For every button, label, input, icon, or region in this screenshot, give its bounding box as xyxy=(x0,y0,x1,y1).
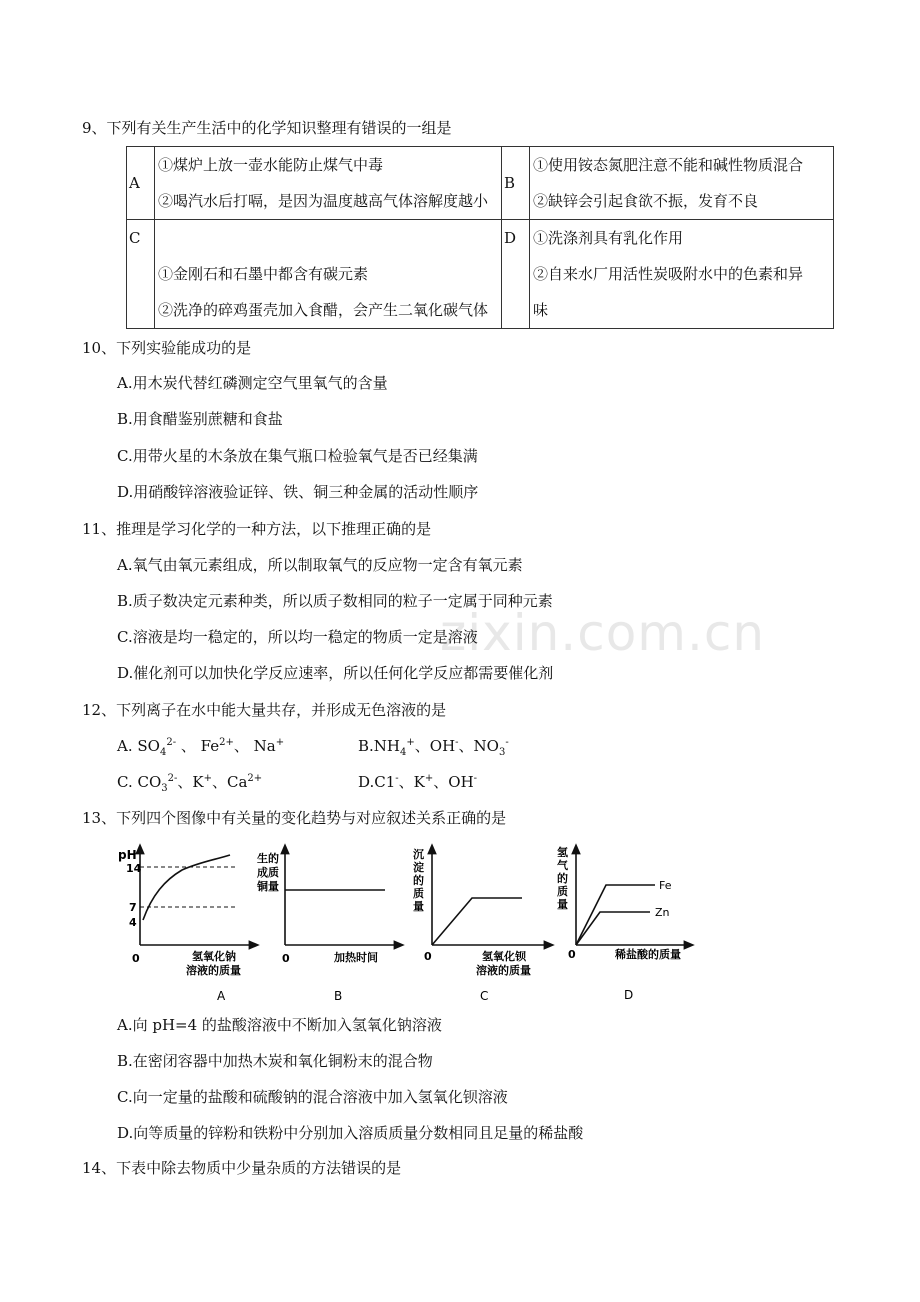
svg-text:沉: 沉 xyxy=(413,848,424,861)
graph-a-curve xyxy=(143,855,230,920)
graph-b xyxy=(256,848,400,1003)
graph-d-fe-line xyxy=(576,885,655,945)
graph-c xyxy=(413,847,550,1003)
graph-d xyxy=(557,845,690,1002)
svg-text:淀: 淀 xyxy=(413,861,424,874)
svg-text:A: A xyxy=(217,989,226,1003)
svg-text:0: 0 xyxy=(282,952,290,965)
svg-text:D: D xyxy=(624,988,634,1002)
q12-option-c: C. $CO_3^{2-}$、K+、$Ca^{2+}$ xyxy=(117,773,263,794)
svg-text:0: 0 xyxy=(132,952,140,965)
q9-c-line-2: ②洗净的碎鸡蛋壳加入食醋，会产生二氧化碳气体 xyxy=(158,301,489,319)
q9-c-line-1: ①金刚石和石墨中都含有碳元素 xyxy=(158,265,369,283)
watermark: zixin.com.cn xyxy=(440,604,766,662)
svg-text:加热时间: 加热时间 xyxy=(334,951,378,964)
svg-text:溶液的质量: 溶液的质量 xyxy=(186,964,241,977)
svg-text:Zn: Zn xyxy=(655,906,670,919)
svg-text:气: 气 xyxy=(557,859,568,872)
q13-option-c: C.向一定量的盐酸和硫酸钠的混合溶液中加入氢氧化钡溶液 xyxy=(117,1088,508,1106)
svg-text:生的: 生的 xyxy=(257,852,279,865)
q13-option-a: A.向 pH=4 的盐酸溶液中不断加入氢氧化钠溶液 xyxy=(117,1016,442,1034)
q10-option-b: B.用食醋鉴别蔗糖和食盐 xyxy=(117,410,283,428)
svg-text:氢: 氢 xyxy=(557,846,568,859)
svg-text:的: 的 xyxy=(557,872,568,885)
svg-text:14: 14 xyxy=(126,862,142,875)
svg-text:0: 0 xyxy=(424,950,432,963)
q12-option-b: $B.NH_4^+$、OH-、$NO_3^-$ xyxy=(358,737,509,758)
svg-text:0: 0 xyxy=(568,948,576,961)
svg-text:C: C xyxy=(480,989,489,1003)
svg-text:7: 7 xyxy=(129,901,137,914)
svg-text:成质: 成质 xyxy=(257,866,279,879)
q9-d-line-1: ①洗涤剂具有乳化作用 xyxy=(533,229,684,247)
svg-text:氢氧化钡: 氢氧化钡 xyxy=(482,950,526,963)
graph-a xyxy=(118,848,255,1003)
svg-text:溶液的质量: 溶液的质量 xyxy=(476,964,531,977)
q9-label-b: B xyxy=(504,174,516,192)
q10-option-c: C.用带火星的木条放在集气瓶口检验氧气是否已经集满 xyxy=(117,447,478,465)
q9-b-line-1: ①使用铵态氮肥注意不能和碱性物质混合 xyxy=(533,156,804,174)
q11-stem: 11、推理是学习化学的一种方法，以下推理正确的是 xyxy=(82,520,432,538)
svg-text:B: B xyxy=(334,989,343,1003)
svg-text:稀盐酸的质量: 稀盐酸的质量 xyxy=(615,948,681,961)
q9-a-line-2: ②喝汽水后打嗝，是因为温度越高气体溶解度越小 xyxy=(158,192,489,210)
q13-option-b: B.在密闭容器中加热木炭和氧化铜粉末的混合物 xyxy=(117,1052,433,1070)
svg-text:Fe: Fe xyxy=(659,879,672,892)
q9-b-line-2: ②缺锌会引起食欲不振，发育不良 xyxy=(533,192,759,210)
svg-text:质: 质 xyxy=(557,885,568,898)
q9-d-line-3: 味 xyxy=(533,301,549,319)
q9-label-a: A xyxy=(129,174,140,192)
graph-c-line xyxy=(432,898,522,945)
q9-label-c: C xyxy=(129,229,141,247)
q11-option-b: B.质子数决定元素种类，所以质子数相同的粒子一定属于同种元素 xyxy=(117,592,553,610)
q10-option-d: D.用硝酸锌溶液验证锌、铁、铜三种金属的活动性顺序 xyxy=(117,483,479,501)
svg-text:氢氧化钠: 氢氧化钠 xyxy=(192,950,236,963)
q10-option-a: A.用木炭代替红磷测定空气里氧气的含量 xyxy=(117,374,388,392)
q12-stem: 12、下列离子在水中能大量共存，并形成无色溶液的是 xyxy=(82,701,447,719)
q9-label-d: D xyxy=(504,229,517,247)
q9-table xyxy=(126,146,834,329)
svg-text:量: 量 xyxy=(413,900,424,913)
svg-text:的: 的 xyxy=(413,874,424,887)
svg-text:铜量: 铜量 xyxy=(257,880,279,893)
q11-option-a: A.氧气由氧元素组成，所以制取氧气的反应物一定含有氧元素 xyxy=(117,556,523,574)
q12-option-d: D.C1-、K+、OH- xyxy=(358,773,478,791)
q10-stem: 10、下列实验能成功的是 xyxy=(82,339,252,357)
q11-option-c: C.溶液是均一稳定的，所以均一稳定的物质一定是溶液 xyxy=(117,628,478,646)
svg-text:量: 量 xyxy=(557,898,568,911)
graph-d-zn-line xyxy=(576,912,650,945)
q9-a-line-1: ①煤炉上放一壶水能防止煤气中毒 xyxy=(158,156,384,174)
svg-text:质: 质 xyxy=(413,887,424,900)
q13-option-d: D.向等质量的锌粉和铁粉中分别加入溶质质量分数相同且足量的稀盐酸 xyxy=(117,1124,584,1142)
svg-text:4: 4 xyxy=(129,916,137,929)
q13-graphs xyxy=(110,840,710,1005)
q12-option-a: A. $SO_4^{2-}$ 、 $Fe^{2+}$、 Na+ xyxy=(117,737,285,758)
q9-stem: 9、下列有关生产生活中的化学知识整理有错误的一组是 xyxy=(82,119,452,137)
q13-stem: 13、下列四个图像中有关量的变化趋势与对应叙述关系正确的是 xyxy=(82,809,507,827)
q11-option-d: D.催化剂可以加快化学反应速率，所以任何化学反应都需要催化剂 xyxy=(117,664,554,682)
q9-d-line-2: ②自来水厂用活性炭吸附水中的色素和异 xyxy=(533,265,804,283)
svg-text:pH: pH xyxy=(118,848,137,862)
q14-stem: 14、下表中除去物质中少量杂质的方法错误的是 xyxy=(82,1159,402,1177)
